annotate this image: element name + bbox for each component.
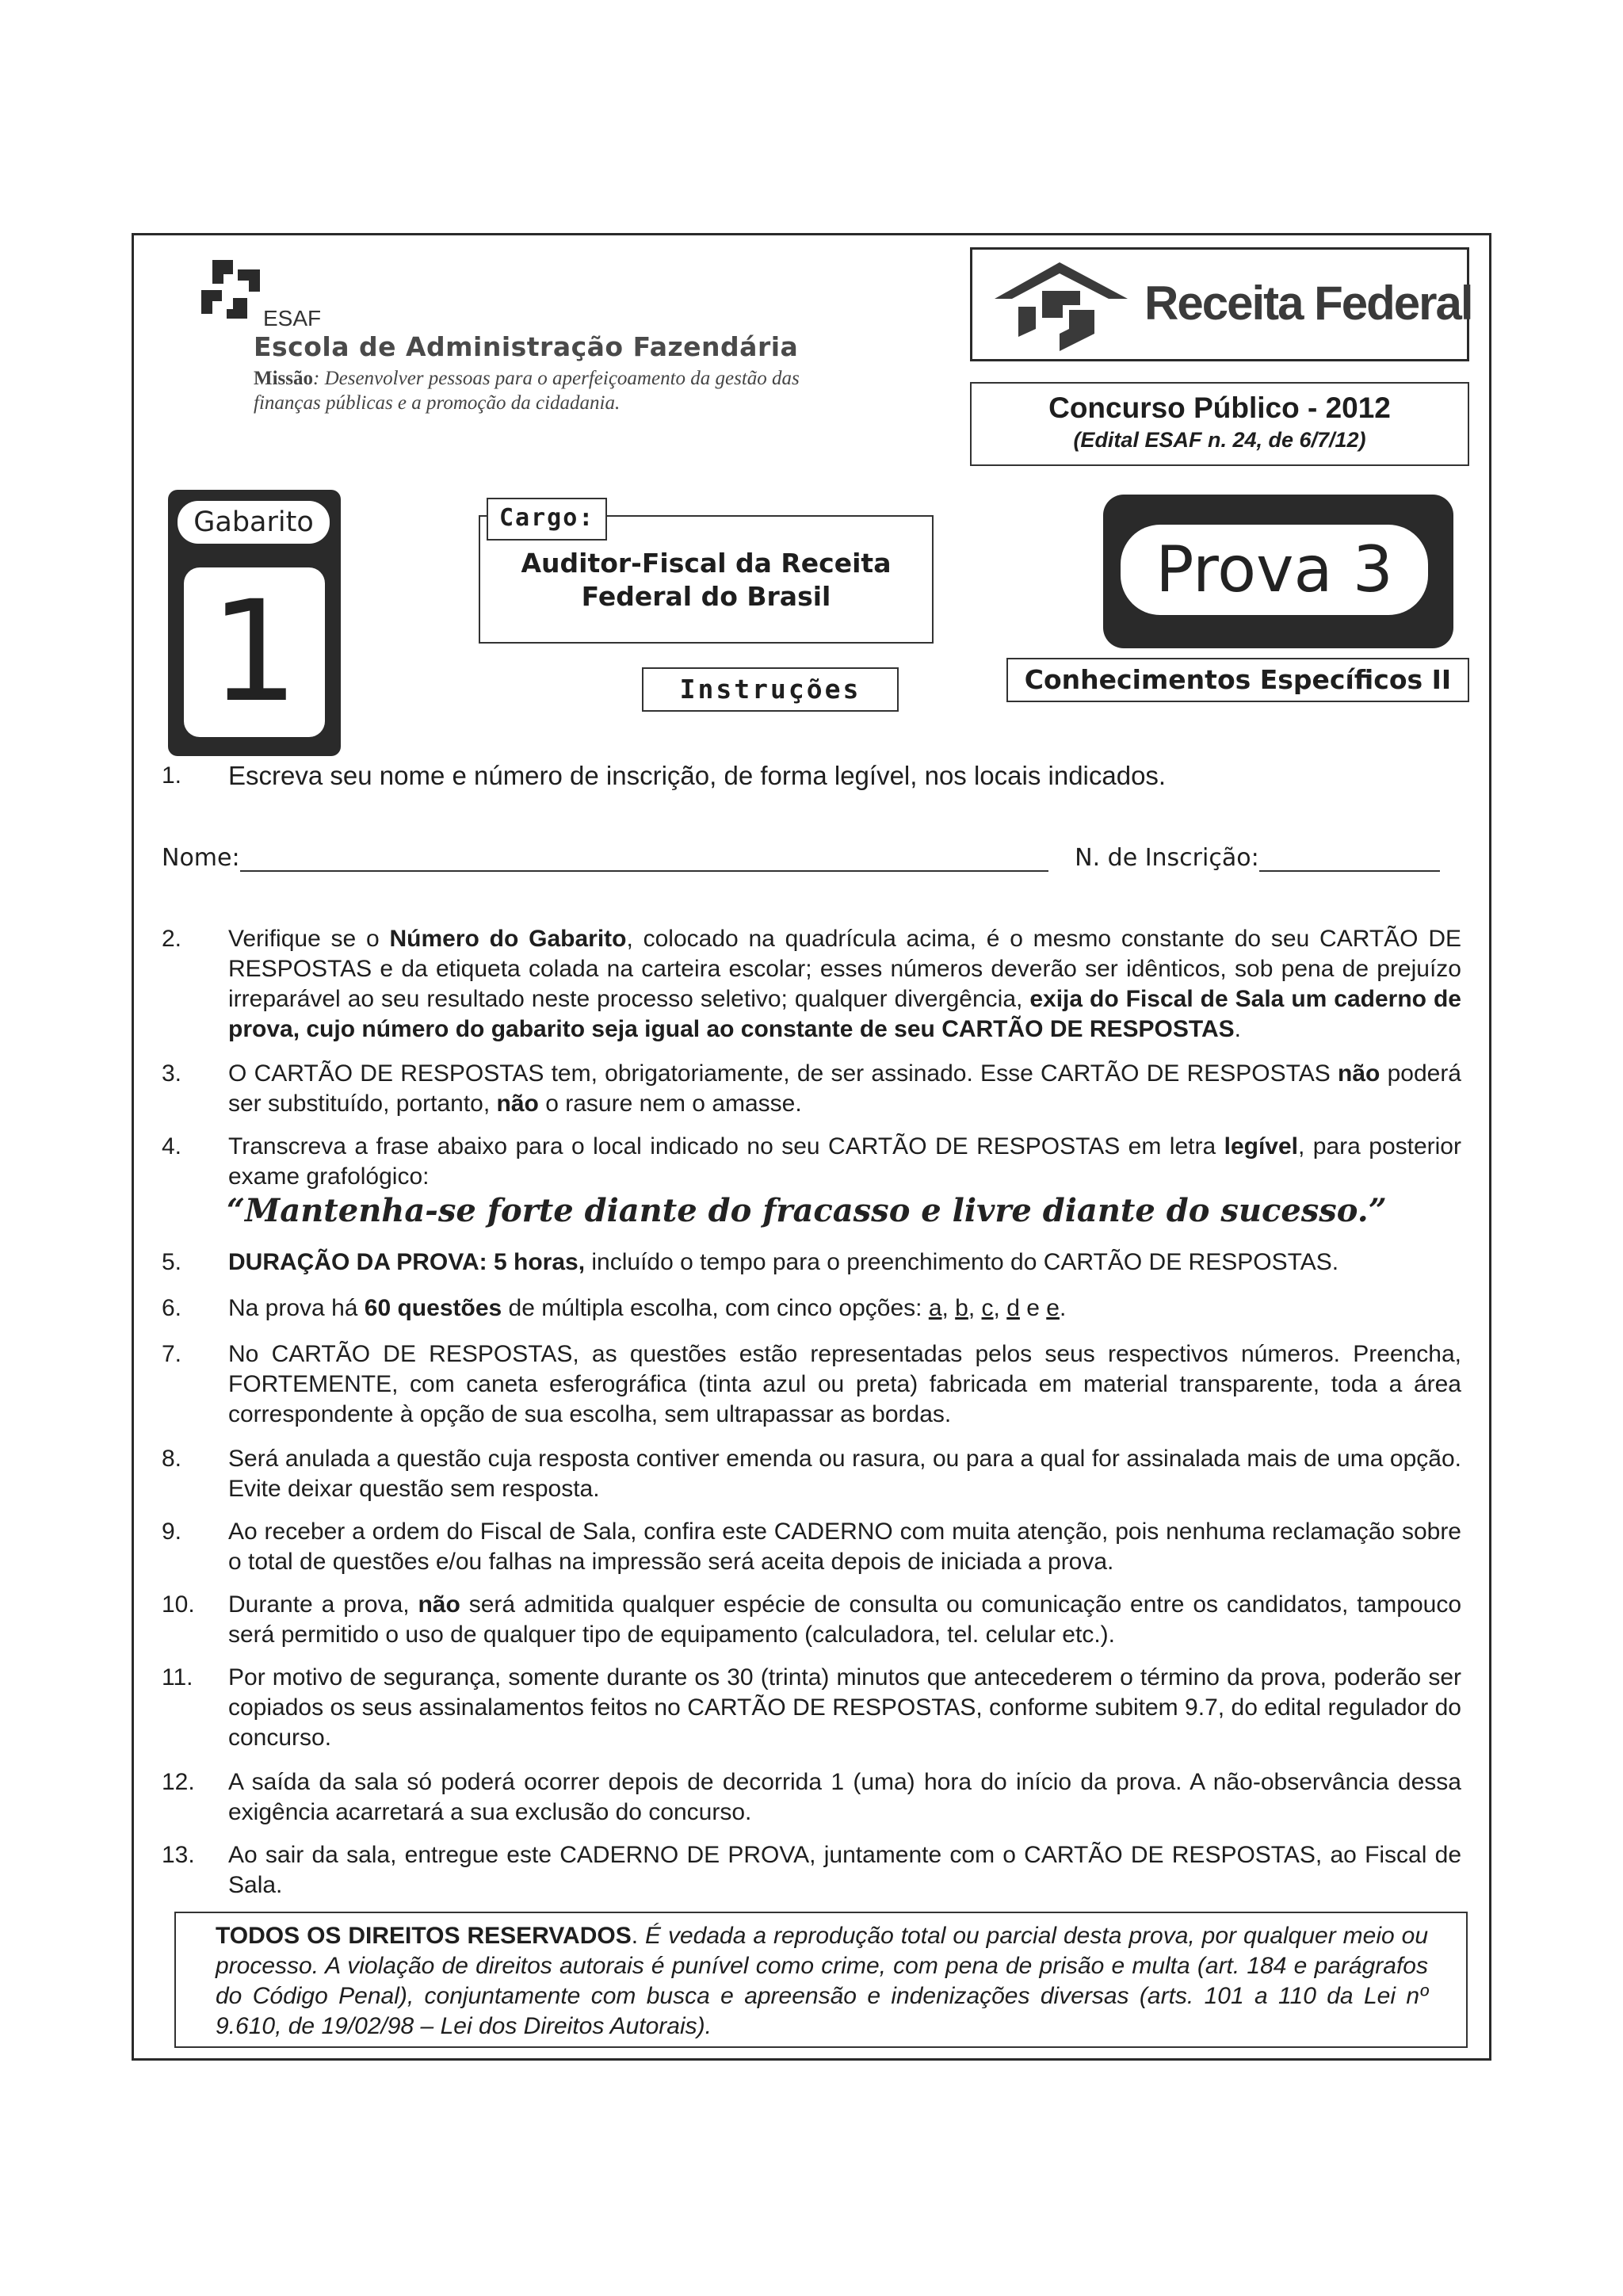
esaf-logo-icon [197,258,268,330]
inscricao-label: N. de Inscrição: [1075,844,1259,872]
cargo-label: Cargo: [487,498,607,541]
inscricao-field[interactable] [1259,843,1440,872]
esaf-name: Escola de Administração Fazendária [254,331,799,362]
instrucoes-heading: Instruções [642,667,899,712]
nome-label: Nome: [162,844,240,872]
instruction-item-10: 10. Durante a prova, não será admitida qualquer espécie de consulta ou comunicação entre os candidatos, tampouco será permitido o uso de qualquer tipo de equipamento (calculadora, tel. celular etc.). [162,1591,1461,1648]
instruction-item-5: 5. DURAÇÃO DA PROVA: 5 horas, incluído o tempo para o preenchimento do CARTÃO DE RESPOSTAS. [162,1249,1339,1275]
instruction-item-2: 2. Verifique se o Número do Gabarito, colocado na quadrícula acima, é o mesmo constante do seu CARTÃO DE RESPOSTAS e da etiqueta colada na carteira escolar; esses números deverão ser idênticos, sob pena de prejuízo irreparável ao seu resultado neste processo seletivo; qualquer divergência, exija do Fiscal de Sala um caderno de prova, cujo número do gabarito seja igual ao constante de seu CARTÃO DE RESPOSTAS. [162,926,1461,1042]
concurso-subtitle: (Edital ESAF n. 24, de 6/7/12) [1073,428,1366,452]
concurso-box [970,382,1469,466]
receita-federal-title: Receita Federal [1144,277,1472,330]
rights-notice: TODOS OS DIREITOS RESERVADOS. É vedada a reprodução total ou parcial desta prova, por qualquer meio ou processo. A violação de direitos autorais é punível como crime, com pena de prisão e multa (art. 184 e parágrafos do Código Penal), conjuntamente com busca e apreensão e indenizações diversas (arts. 101 a 110 da Lei nº 9.610, de 19/02/98 – Lei dos Direitos Autorais). [174,1912,1468,2048]
gabarito-number: 1 [184,567,325,737]
nome-inscricao-row [162,843,1461,872]
instruction-item-4: 4. Transcreva a frase abaixo para o local indicado no seu CARTÃO DE RESPOSTAS em letra legível, para posterior exame grafológico: [162,1133,1461,1190]
instruction-item-9: 9. Ao receber a ordem do Fiscal de Sala, confira este CADERNO com muita atenção, pois nenhuma reclamação sobre o total de questões e/ou falhas na impressão será aceita depois de iniciada a prova. [162,1519,1461,1575]
cargo-title: Auditor-Fiscal da Receita Federal do Brasil [521,548,892,612]
instruction-item-6: 6. Na prova há 60 questões de múltipla escolha, com cinco opções: a, b, c, d e e. [162,1295,1067,1321]
receita-emblem-icon [987,258,1137,353]
instruction-item-7: 7. No CARTÃO DE RESPOSTAS, as questões estão representadas pelos seus respectivos números. Preencha, FORTEMENTE, com caneta esferográfica (tinta azul ou preta) fabricada em material transparente, toda a área correspondente à opção de sua escolha, sem ultrapassar as bordas. [162,1341,1461,1427]
nome-field[interactable] [240,843,1048,872]
gabarito-label: Gabarito [178,501,330,544]
prova-label: Prova 3 [1121,525,1428,615]
concurso-title: Concurso Público - 2012 [1048,392,1391,424]
esaf-short: ESAF [263,306,322,330]
instruction-item-12: 12. A saída da sala só poderá ocorrer depois de decorrida 1 (uma) hora do início da prova. A não-observância dessa exigência acarretará a sua exclusão do concurso. [162,1769,1461,1825]
mission-text: Missão: Desenvolver pessoas para o aperfeiçoamento da gestão das finanças públicas e a promoção da cidadania. [254,368,800,414]
conhecimentos-label: Conhecimentos Específicos II [1006,658,1469,702]
instruction-item-1: 1. Escreva seu nome e número de inscrição, de forma legível, nos locais indicados. [162,761,1167,790]
instruction-item-8: 8. Será anulada a questão cuja resposta contiver emenda ou rasura, ou para a qual for assinalada mais de uma opção. Evite deixar questão sem resposta. [162,1446,1461,1502]
instruction-item-13: 13. Ao sair da sala, entregue este CADERNO DE PROVA, juntamente com o CARTÃO DE RESPOSTAS, ao Fiscal de Sala. [162,1842,1461,1898]
grafologico-quote: “Mantenha-se forte diante do fracasso e livre diante do sucesso.” [227,1192,1387,1229]
instruction-item-11: 11. Por motivo de segurança, somente durante os 30 (trinta) minutos que antecederem o término da prova, poderão ser copiados os seus assinalamentos feitos no CARTÃO DE RESPOSTAS, conforme subitem 9.7, do edital regulador do concurso. [162,1664,1461,1751]
instruction-item-3: 3. O CARTÃO DE RESPOSTAS tem, obrigatoriamente, de ser assinado. Esse CARTÃO DE RESPOSTAS não poderá ser substituído, portanto, não o rasure nem o amasse. [162,1060,1461,1117]
